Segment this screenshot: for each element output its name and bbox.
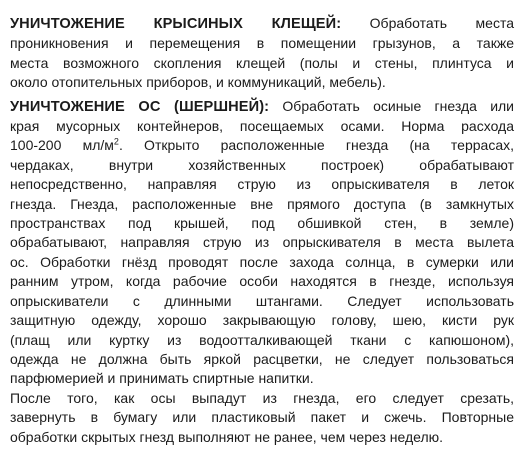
wasps-line-7: пространствах под крышей, под обшивкой стен, в земле) [10, 215, 514, 232]
wasps-line-16: После того, как осы выпадут из гнезда, его следует срезать, [10, 389, 514, 406]
rat-mites-text: Обработать места [341, 15, 514, 31]
rat-mites-line-4: около отопительных приборов, и коммуникаций, мебель). [10, 74, 386, 91]
wasps-rate-superscript: 2 [113, 136, 119, 147]
wasps-rate-rest: . Открыто расположенные гнезда (на террасах, [118, 137, 514, 154]
wasps-line-13: (плащ или куртку из водоотталкивающей ткани с капюшоном), [10, 331, 514, 348]
wasps-text: Обработать осиные гнезда или [269, 97, 515, 114]
wasps-line-6: гнезда. Гнезда, расположенные вне прямого доступа (в замкнутых [10, 195, 514, 212]
wasps-line-17: завернуть в бумагу или пластиковый пакет и сжечь. Повторные [10, 409, 514, 426]
wasps-line-18: обработки скрытых гнезд выполняют не ранее, чем через неделю. [10, 428, 444, 445]
rat-mites-line-1 [10, 14, 514, 34]
wasps-line-5: непосредственно, направляя струю из опрыскивателя в леток [10, 176, 514, 193]
wasps-line-10: ранним утром, когда рабочие особи находятся в гнезде, используя [10, 273, 514, 290]
wasps-heading: УНИЧТОЖЕНИЕ ОС (ШЕРШНЕЙ): [10, 98, 270, 115]
wasps-rate-text: 100-200 мл/м [10, 137, 114, 154]
wasps-line-14: одежда не должна быть яркой расцветки, не следует пользоваться [10, 350, 514, 367]
wasps-line-11: опрыскиватели с длинными штангами. Следует использовать [10, 292, 514, 309]
wasps-line-15: парфюмерией и принимать спиртные напитки. [10, 370, 314, 387]
wasps-line-12: защитную одежду, хорошо закрывающую голову, шею, кисти рук [10, 312, 514, 329]
wasps-line-4: чердаках, внутри хозяйственных построек) обрабатывают [10, 156, 514, 173]
rat-mites-line-3: места возможного скопления клещей (полы и стены, плинтуса и [10, 54, 514, 71]
wasps-section [10, 97, 514, 447]
wasps-line-9: ос. Обработки гнёзд проводят после захода солнца, в сумерки или [10, 253, 514, 270]
rat-mites-heading: УНИЧТОЖЕНИЕ КРЫСИНЫХ КЛЕЩЕЙ: [10, 16, 342, 32]
wasps-line-8: обрабатывают, направляя струю из опрыскивателя в места вылета [10, 234, 514, 251]
wasps-line-2: края мусорных контейнеров, посещаемых осами. Норма расхода [10, 118, 514, 135]
rat-mites-line-2: проникновения и перемещения в помещении грызунов, а также [10, 35, 514, 52]
rat-mites-section [10, 14, 514, 93]
wasps-line-3 [10, 136, 514, 155]
wasps-line-1 [10, 97, 514, 117]
